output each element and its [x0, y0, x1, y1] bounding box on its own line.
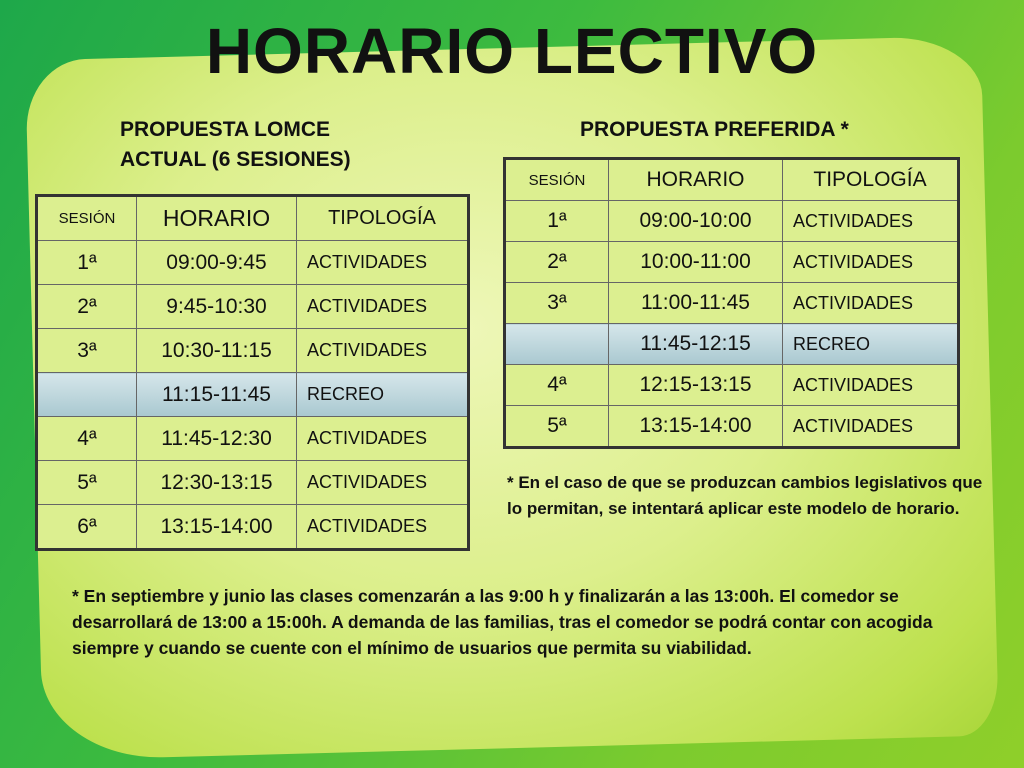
time-cell: 10:00-11:00	[609, 242, 783, 283]
session-cell: 5ª	[505, 406, 609, 448]
time-cell: 09:00-10:00	[609, 201, 783, 242]
table-row	[37, 417, 469, 461]
column-header-horario: HORARIO	[137, 196, 297, 241]
time-cell: 11:15-11:45	[137, 373, 297, 417]
type-cell: ACTIVIDADES	[297, 329, 469, 373]
table-header-row	[505, 159, 959, 201]
session-cell	[505, 324, 609, 365]
column-header-horario: HORARIO	[609, 159, 783, 201]
column-header-tipologia: TIPOLOGÍA	[783, 159, 959, 201]
session-cell: 5ª	[37, 461, 137, 505]
column-header-sesion: SESIÓN	[37, 196, 137, 241]
column-header-sesion: SESIÓN	[505, 159, 609, 201]
type-cell: RECREO	[783, 324, 959, 365]
table-header-row	[37, 196, 469, 241]
left-table-heading	[120, 115, 460, 175]
type-cell: RECREO	[297, 373, 469, 417]
time-cell: 11:45-12:30	[137, 417, 297, 461]
time-cell: 11:00-11:45	[609, 283, 783, 324]
time-cell: 10:30-11:15	[137, 329, 297, 373]
type-cell: ACTIVIDADES	[297, 241, 469, 285]
session-cell: 3ª	[37, 329, 137, 373]
type-cell: ACTIVIDADES	[783, 406, 959, 448]
session-cell	[37, 373, 137, 417]
table-row	[505, 365, 959, 406]
table-row	[37, 461, 469, 505]
type-cell: ACTIVIDADES	[783, 365, 959, 406]
table-row	[37, 329, 469, 373]
session-cell: 3ª	[505, 283, 609, 324]
preferred-schedule-table	[503, 157, 960, 449]
table-row	[505, 201, 959, 242]
recess-row	[37, 373, 469, 417]
recess-row	[505, 324, 959, 365]
seasonal-schedule-note: * En septiembre y junio las clases comenzarán a las 9:00 h y finalizarán a las 13:00h. El comedor se desarrollará de 13:00 a 15:00h. A demanda de las familias, tras el comedor se podrá contar con acogida siempre y cuando se cuente con el mínimo de usuarios que permita su viabilidad.	[72, 586, 933, 658]
time-cell: 09:00-9:45	[137, 241, 297, 285]
session-cell: 4ª	[37, 417, 137, 461]
time-cell: 13:15-14:00	[609, 406, 783, 448]
time-cell: 12:15-13:15	[609, 365, 783, 406]
type-cell: ACTIVIDADES	[297, 461, 469, 505]
type-cell: ACTIVIDADES	[783, 283, 959, 324]
type-cell: ACTIVIDADES	[783, 242, 959, 283]
session-cell: 1ª	[505, 201, 609, 242]
time-cell: 9:45-10:30	[137, 285, 297, 329]
table-row	[37, 241, 469, 285]
table-row	[505, 406, 959, 448]
page-title: HORARIO LECTIVO	[205, 15, 819, 87]
session-cell: 2ª	[37, 285, 137, 329]
current-schedule-table	[35, 194, 470, 551]
right-table-heading: PROPUESTA PREFERIDA *	[580, 118, 849, 141]
type-cell: ACTIVIDADES	[297, 285, 469, 329]
table-row	[37, 505, 469, 550]
session-cell: 4ª	[505, 365, 609, 406]
left-heading-line2: ACTUAL (6 SESIONES)	[120, 148, 351, 171]
time-cell: 13:15-14:00	[137, 505, 297, 550]
table-row	[505, 242, 959, 283]
left-heading-line1: PROPUESTA LOMCE	[120, 118, 331, 141]
time-cell: 12:30-13:15	[137, 461, 297, 505]
session-cell: 2ª	[505, 242, 609, 283]
type-cell: ACTIVIDADES	[297, 417, 469, 461]
session-cell: 1ª	[37, 241, 137, 285]
preferred-proposal-note: * En el caso de que se produzcan cambios legislativos que lo permitan, se intentará aplicar este modelo de horario.	[507, 473, 983, 518]
session-cell: 6ª	[37, 505, 137, 550]
time-cell: 11:45-12:15	[609, 324, 783, 365]
type-cell: ACTIVIDADES	[783, 201, 959, 242]
table-row	[505, 283, 959, 324]
column-header-tipologia: TIPOLOGÍA	[297, 196, 469, 241]
type-cell: ACTIVIDADES	[297, 505, 469, 550]
table-row	[37, 285, 469, 329]
